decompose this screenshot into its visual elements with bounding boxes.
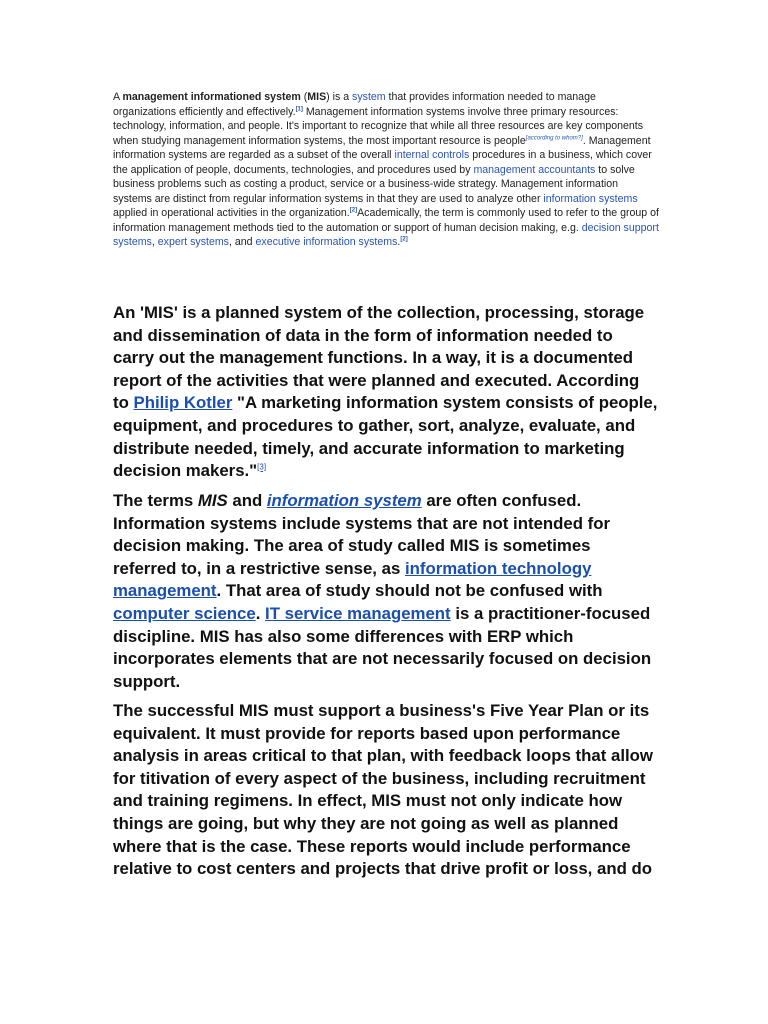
reference-1[interactable]: [1] <box>295 105 303 112</box>
paragraph-mis-terms <box>113 490 658 693</box>
link-system[interactable]: system <box>352 91 386 103</box>
text-run: that provides information needed to manage organizations efficiently and effectively. <box>113 91 596 118</box>
text-run: The terms <box>113 491 198 510</box>
intro-paragraph <box>113 90 659 250</box>
text-run: Academically, the term is commonly used to refer to the group of information management methods tied to the automation or support of human decision making, e.g. <box>113 207 659 234</box>
link-expert-systems[interactable]: expert systems <box>157 236 229 248</box>
text-run: . That area of study should not be confused with <box>216 581 603 601</box>
bold-abbreviation: MIS <box>307 91 327 103</box>
paragraph-mis-definition <box>113 302 658 483</box>
text-run: The successful MIS must support a business's Five Year Plan or its equivalent. It must provide for reports based upon performance analysis in areas critical to that plan, with feedback loops that allow for titivation of every aspect of the business, including recruitment and training regimens. In effect, MIS must not only indicate how things are going, but why they are not going as well as planned where that is the case. These reports would include performance relative to cost centers and projects that drive profit or loss, and do <box>113 701 653 879</box>
link-information-technology-management[interactable]: information technology management <box>113 558 592 601</box>
text-run: , <box>151 236 158 248</box>
text-run: . <box>255 603 266 623</box>
link-internal-controls[interactable]: internal controls <box>394 149 470 161</box>
text-run: are often confused. Information systems include systems that are not intended for decision making. The area of study called MIS is sometimes referred to, in a restrictive sense, as <box>113 491 611 578</box>
reference-3[interactable]: [3] <box>257 462 267 472</box>
citation-needed-link[interactable]: [according to whom?] <box>525 134 583 141</box>
paragraph-successful-mis <box>113 700 658 881</box>
text-run: is a practitioner-focused discipline. MIS has also some differences with ERP which incorporates elements that are not necessarily focused on decision support. <box>113 603 652 691</box>
link-decision-support-systems[interactable]: decision support systems <box>113 221 659 248</box>
link-computer-science[interactable]: computer science <box>113 603 256 623</box>
link-information-system[interactable]: information system <box>266 491 422 510</box>
text-run: A <box>113 91 123 103</box>
emphasis-mis: MIS <box>197 491 228 510</box>
text-run: applied in operational activities in the organization. <box>113 207 350 219</box>
reference-2[interactable]: [2] <box>349 207 358 214</box>
text-run: ( <box>300 91 308 103</box>
link-management-accountants[interactable]: management accountants <box>473 163 596 176</box>
text-run: An 'MIS' is a planned system of the collection, processing, storage and dissemination of data in the form of information needed to carry out the management functions. In a way, it is a documented report of the activities that were planned and executed. According to <box>113 303 645 413</box>
text-run: ) is a <box>326 91 353 103</box>
text-run: and <box>227 491 267 510</box>
link-information-systems[interactable]: information systems <box>543 192 638 205</box>
reference-2-repeat[interactable]: [2] <box>400 236 408 243</box>
text-run: , and <box>228 236 256 248</box>
text-run: to solve business problems such as costing a product, service or a business-wide strategy. Management information systems are distinct from regular information systems in that they are used to analyze other <box>113 163 635 205</box>
text-run: . <box>397 236 401 248</box>
link-executive-information-systems[interactable]: executive information systems <box>255 236 398 248</box>
text-run: Management information systems involve three primary resources: technology, information, and people. It's important to recognize that while all three resources are key components when studying management information systems, the most important resource is people <box>113 105 644 147</box>
text-run: . Management information systems are regarded as a subset of the overall <box>113 134 651 161</box>
text-run: "A marketing information system consists of people, equipment, and procedures to gather, sort, analyze, evaluate, and distribute needed, timely, and accurate information to marketing decision makers." <box>113 393 658 481</box>
link-philip-kotler[interactable]: Philip Kotler <box>133 393 233 413</box>
text-run: procedures in a business, which cover the application of people, documents, technologies, and procedures used by <box>113 149 652 176</box>
bold-term: management informationed system <box>122 91 301 103</box>
link-it-service-management[interactable]: IT service management <box>265 603 451 623</box>
